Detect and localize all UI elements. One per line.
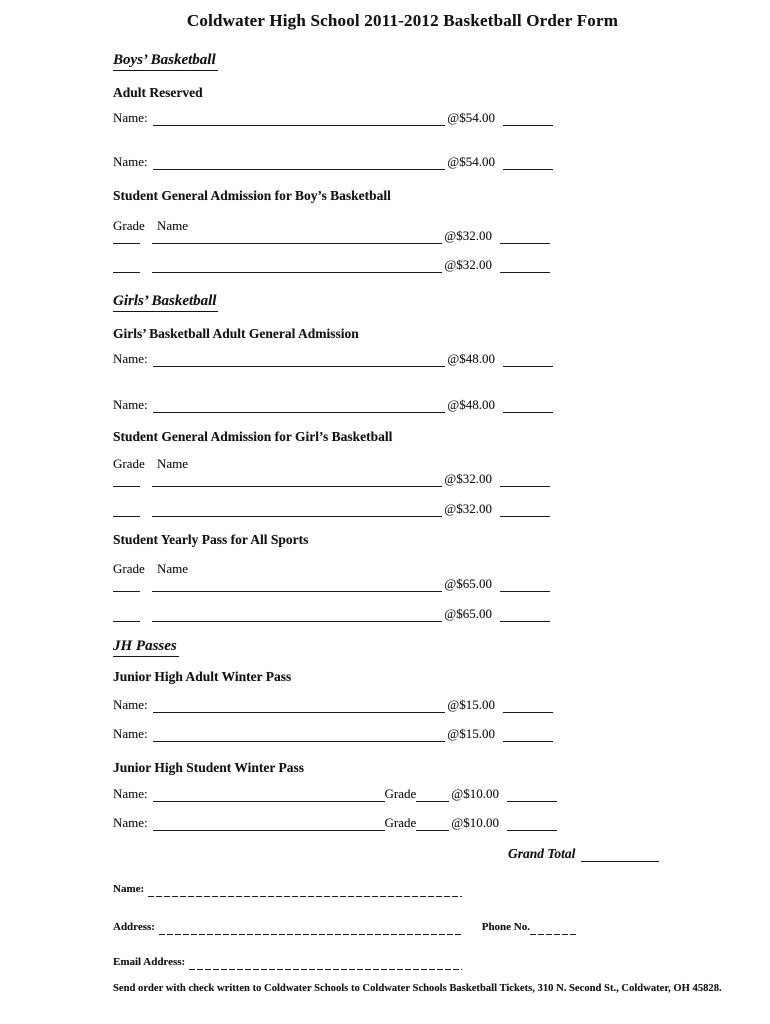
name-input-line[interactable]: [152, 228, 442, 244]
grade-input-line[interactable]: [113, 228, 140, 244]
grade-column-label: Grade: [113, 561, 145, 576]
quantity-input-line[interactable]: [500, 501, 550, 517]
footer-name-label: Name:: [113, 883, 145, 895]
quantity-input-line[interactable]: [507, 786, 557, 802]
name-input-line[interactable]: [153, 110, 446, 126]
boys-student-ga-heading: Student General Admission for Boy’s Basketball: [113, 188, 391, 203]
name-label: Name:: [113, 726, 148, 741]
price-label: @$15.00: [447, 697, 495, 712]
page-title: Coldwater High School 2011-2012 Basketball Order Form: [186, 11, 619, 30]
price-label: @$54.00: [447, 154, 495, 169]
price-label: @$65.00: [444, 576, 492, 591]
quantity-input-line[interactable]: [503, 351, 553, 367]
footer-address-row: [113, 920, 578, 935]
grade-name-column-header: [113, 457, 188, 471]
boys-basketball-heading-text: Boys’ Basketball: [113, 52, 218, 71]
grand-total-row: [508, 846, 659, 862]
quantity-input-line[interactable]: [503, 397, 553, 413]
girls-adult-ga-heading: Girls’ Basketball Adult General Admission: [113, 326, 359, 341]
footer-address-label: Address:: [113, 921, 155, 933]
price-label: @$65.00: [444, 606, 492, 621]
price-label: @$32.00: [444, 257, 492, 272]
grade-input-line[interactable]: [416, 815, 449, 831]
jh-passes-heading: [113, 638, 179, 657]
name-label: Name:: [113, 154, 148, 169]
order-row: [113, 697, 553, 713]
name-label: Name:: [113, 397, 148, 412]
mailing-instructions: Send order with check written to Coldwater Schools to Coldwater Schools Basketball Tickets, 310 N. Second St., Coldwater, OH 45828.: [113, 983, 722, 994]
price-label: @$32.00: [444, 471, 492, 486]
quantity-input-line[interactable]: [500, 576, 550, 592]
grade-input-line[interactable]: [113, 471, 140, 487]
order-row: [113, 110, 553, 126]
name-input-line[interactable]: [152, 501, 442, 517]
footer-email-row: [113, 955, 462, 970]
quantity-input-line[interactable]: [503, 154, 553, 170]
order-row: [113, 786, 557, 802]
name-label: Name:: [113, 786, 148, 801]
price-label: @$32.00: [444, 501, 492, 516]
order-row: [113, 576, 550, 592]
order-row: [113, 351, 553, 367]
phone-input-line[interactable]: [530, 920, 578, 935]
price-label: @$10.00: [451, 815, 499, 830]
email-input-line[interactable]: [189, 955, 462, 970]
name-label: Name:: [113, 351, 148, 366]
order-row: [113, 726, 553, 742]
name-label: Name:: [113, 815, 148, 830]
girls-basketball-heading-text: Girls’ Basketball: [113, 293, 218, 312]
name-input-line[interactable]: [153, 726, 446, 742]
order-row: [113, 606, 550, 622]
yearly-pass-heading: Student Yearly Pass for All Sports: [113, 532, 309, 547]
name-input-line[interactable]: [153, 786, 385, 802]
grand-total-label: Grand Total: [508, 846, 576, 861]
grade-label: Grade: [384, 786, 417, 801]
name-label: Name:: [113, 697, 148, 712]
girls-basketball-heading: [113, 293, 218, 312]
order-row: [113, 815, 557, 831]
name-input-line[interactable]: [152, 576, 442, 592]
grade-input-line[interactable]: [416, 786, 449, 802]
footer-email-label: Email Address:: [113, 956, 186, 968]
name-input-line[interactable]: [153, 397, 446, 413]
order-row: [113, 154, 553, 170]
footer-name-input-line[interactable]: [148, 882, 462, 897]
girls-student-ga-heading: Student General Admission for Girl’s Basketball: [113, 429, 393, 444]
quantity-input-line[interactable]: [500, 606, 550, 622]
quantity-input-line[interactable]: [507, 815, 557, 831]
price-label: @$48.00: [447, 397, 495, 412]
name-input-line[interactable]: [152, 471, 442, 487]
quantity-input-line[interactable]: [500, 228, 550, 244]
quantity-input-line[interactable]: [503, 726, 553, 742]
price-label: @$32.00: [444, 228, 492, 243]
order-row: [113, 471, 550, 487]
grade-input-line[interactable]: [113, 257, 140, 273]
name-input-line[interactable]: [153, 815, 385, 831]
grade-column-label: Grade: [113, 456, 145, 471]
price-label: @$10.00: [451, 786, 499, 801]
footer-name-row: [113, 882, 462, 897]
grand-total-input-line[interactable]: [581, 846, 659, 862]
price-label: @$54.00: [447, 110, 495, 125]
jh-passes-heading-text: JH Passes: [113, 638, 179, 657]
quantity-input-line[interactable]: [500, 257, 550, 273]
order-row: [113, 501, 550, 517]
price-label: @$15.00: [447, 726, 495, 741]
grade-label: Grade: [384, 815, 417, 830]
address-input-line[interactable]: [159, 920, 462, 935]
adult-reserved-heading: Adult Reserved: [113, 85, 203, 100]
name-input-line[interactable]: [153, 697, 446, 713]
jh-adult-winter-heading: Junior High Adult Winter Pass: [113, 669, 292, 684]
order-row: [113, 257, 550, 273]
quantity-input-line[interactable]: [503, 110, 553, 126]
quantity-input-line[interactable]: [503, 697, 553, 713]
name-column-label: Name: [157, 561, 189, 576]
name-input-line[interactable]: [152, 257, 442, 273]
quantity-input-line[interactable]: [500, 471, 550, 487]
name-column-label: Name: [157, 456, 189, 471]
name-input-line[interactable]: [153, 154, 446, 170]
price-label: @$48.00: [447, 351, 495, 366]
phone-label: Phone No.: [481, 921, 530, 933]
name-input-line[interactable]: [153, 351, 446, 367]
grade-input-line[interactable]: [113, 606, 140, 622]
boys-basketball-heading: [113, 52, 218, 71]
grade-column-label: Grade: [113, 218, 145, 233]
grade-input-line[interactable]: [113, 576, 140, 592]
name-column-label: Name: [157, 218, 189, 233]
name-label: Name:: [113, 110, 148, 125]
order-row: [113, 228, 550, 244]
jh-student-winter-heading: Junior High Student Winter Pass: [113, 760, 305, 775]
name-input-line[interactable]: [152, 606, 442, 622]
grade-name-column-header: [113, 562, 188, 576]
order-row: [113, 397, 553, 413]
grade-input-line[interactable]: [113, 501, 140, 517]
